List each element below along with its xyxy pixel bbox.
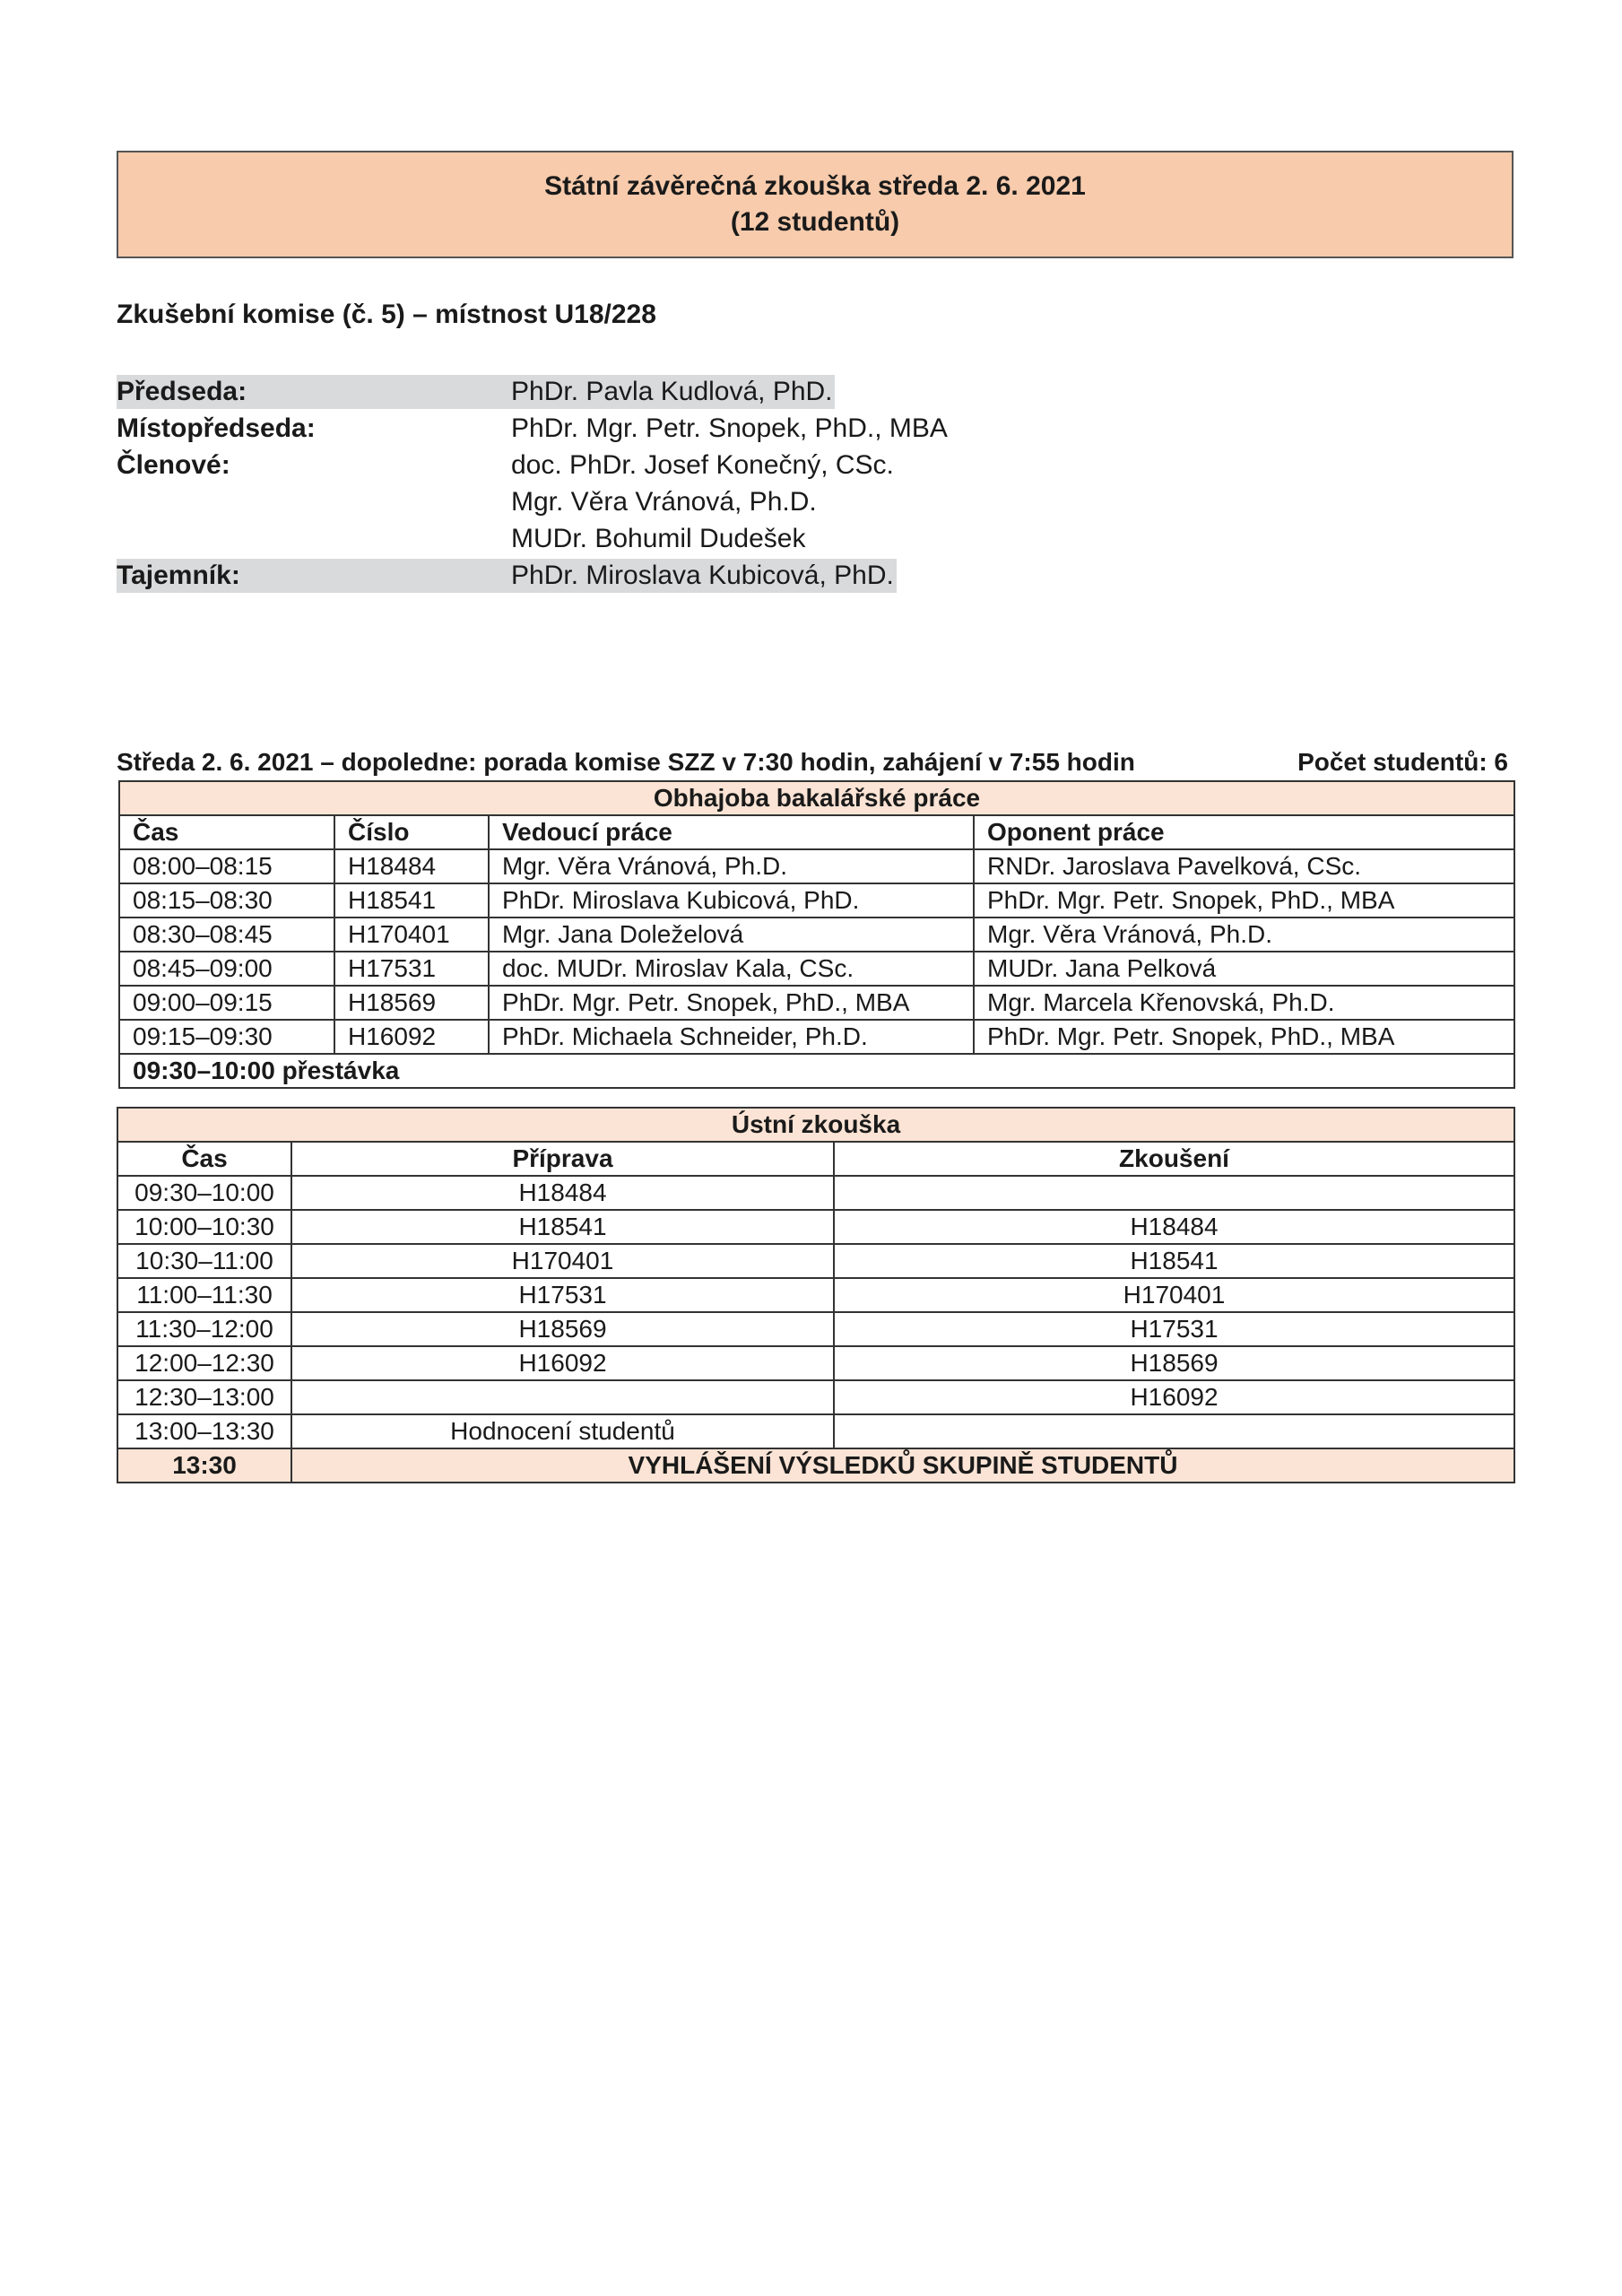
member-role: Místopředseda:: [117, 413, 316, 443]
member-name: MUDr. Bohumil Dudešek: [511, 524, 806, 553]
cell-examination: H18484: [834, 1210, 1514, 1244]
cell-preparation: H18484: [291, 1176, 834, 1210]
oral-column-header-row: [117, 1142, 1514, 1176]
cell-preparation: Hodnocení studentů: [291, 1414, 834, 1448]
table-row: [117, 1346, 1514, 1380]
table-row: [119, 883, 1514, 918]
title-line-1: Státní závěrečná zkouška středa 2. 6. 2021: [544, 171, 1086, 201]
cell-time: 08:00–08:15: [119, 849, 334, 883]
cell-opponent: Mgr. Věra Vránová, Ph.D.: [974, 918, 1514, 952]
table-row: [119, 918, 1514, 952]
title-line-2: (12 studentů): [730, 207, 900, 237]
defense-heading: Obhajoba bakalářské práce: [119, 781, 1514, 815]
session-info: Středa 2. 6. 2021 – dopoledne: porada komise SZZ v 7:30 hodin, zahájení v 7:55 hodin: [117, 748, 1135, 776]
member-name: PhDr. Pavla Kudlová, PhD.: [511, 377, 833, 406]
cell-opponent: PhDr. Mgr. Petr. Snopek, PhD., MBA: [974, 1020, 1514, 1054]
cell-preparation: H18569: [291, 1312, 834, 1346]
table-row: [119, 1020, 1514, 1054]
title-box: [117, 151, 1514, 258]
cell-supervisor: PhDr. Michaela Schneider, Ph.D.: [489, 1020, 974, 1054]
cell-time: 08:15–08:30: [119, 883, 334, 918]
cell-number: H17531: [334, 952, 489, 986]
table-row: [117, 1244, 1514, 1278]
cell-time: 12:30–13:00: [117, 1380, 291, 1414]
cell-examination: H16092: [834, 1380, 1514, 1414]
member-name: Mgr. Věra Vránová, Ph.D.: [511, 487, 817, 517]
table-row: [117, 1278, 1514, 1312]
table-row: [117, 1312, 1514, 1346]
member-name: PhDr. Mgr. Petr. Snopek, PhD., MBA: [511, 413, 948, 443]
cell-examination: H18569: [834, 1346, 1514, 1380]
table-row: [117, 1380, 1514, 1414]
oral-exam-table: [117, 1107, 1515, 1483]
table-row: [119, 986, 1514, 1020]
column-header-supervisor: Vedoucí práce: [489, 815, 974, 849]
table-row: [119, 849, 1514, 883]
result-announcement-row: [117, 1448, 1514, 1483]
column-header-number: Číslo: [334, 815, 489, 849]
table-row: [119, 952, 1514, 986]
member-name: PhDr. Miroslava Kubicová, PhD.: [511, 561, 894, 590]
cell-number: H18484: [334, 849, 489, 883]
column-header-opponent: Oponent práce: [974, 815, 1514, 849]
cell-supervisor: PhDr. Mgr. Petr. Snopek, PhD., MBA: [489, 986, 974, 1020]
oral-heading: Ústní zkouška: [117, 1108, 1514, 1142]
cell-supervisor: doc. MUDr. Miroslav Kala, CSc.: [489, 952, 974, 986]
student-count: Počet studentů: 6: [1297, 748, 1508, 776]
cell-preparation: [291, 1380, 834, 1414]
cell-time: 11:30–12:00: [117, 1312, 291, 1346]
cell-supervisor: Mgr. Jana Doleželová: [489, 918, 974, 952]
cell-time: 11:00–11:30: [117, 1278, 291, 1312]
member-name: doc. PhDr. Josef Konečný, CSc.: [511, 450, 894, 480]
cell-preparation: H18541: [291, 1210, 834, 1244]
cell-examination: [834, 1176, 1514, 1210]
cell-examination: H18541: [834, 1244, 1514, 1278]
cell-examination: [834, 1414, 1514, 1448]
cell-supervisor: Mgr. Věra Vránová, Ph.D.: [489, 849, 974, 883]
oral-heading-row: [117, 1108, 1514, 1142]
table-row: [117, 1414, 1514, 1448]
cell-number: H18541: [334, 883, 489, 918]
table-row: [117, 1210, 1514, 1244]
session-header: [117, 746, 1514, 778]
cell-time: 09:15–09:30: [119, 1020, 334, 1054]
cell-time: 10:30–11:00: [117, 1244, 291, 1278]
cell-preparation: H16092: [291, 1346, 834, 1380]
cell-preparation: H170401: [291, 1244, 834, 1278]
defense-heading-row: [119, 781, 1514, 815]
result-time: 13:30: [117, 1448, 291, 1483]
cell-opponent: PhDr. Mgr. Petr. Snopek, PhD., MBA: [974, 883, 1514, 918]
cell-examination: H170401: [834, 1278, 1514, 1312]
table-row: [117, 1176, 1514, 1210]
cell-preparation: H17531: [291, 1278, 834, 1312]
cell-time: 08:30–08:45: [119, 918, 334, 952]
defense-table: [118, 780, 1515, 1089]
cell-time: 10:00–10:30: [117, 1210, 291, 1244]
member-role: Členové:: [117, 450, 230, 480]
cell-time: 09:30–10:00: [117, 1176, 291, 1210]
cell-opponent: RNDr. Jaroslava Pavelková, CSc.: [974, 849, 1514, 883]
cell-number: H18569: [334, 986, 489, 1020]
cell-time: 13:00–13:30: [117, 1414, 291, 1448]
cell-opponent: MUDr. Jana Pelková: [974, 952, 1514, 986]
cell-time: 12:00–12:30: [117, 1346, 291, 1380]
cell-time: 09:00–09:15: [119, 986, 334, 1020]
break-label: 09:30–10:00 přestávka: [119, 1054, 1514, 1088]
defense-column-header-row: [119, 815, 1514, 849]
cell-number: H170401: [334, 918, 489, 952]
column-header-time: Čas: [117, 1142, 291, 1176]
member-role: Předseda:: [117, 377, 247, 406]
member-role: Tajemník:: [117, 561, 240, 590]
result-announcement: VYHLÁŠENÍ VÝSLEDKŮ SKUPINĚ STUDENTŮ: [291, 1448, 1514, 1483]
cell-time: 08:45–09:00: [119, 952, 334, 986]
commission-heading: Zkušební komise (č. 5) – místnost U18/228: [117, 300, 656, 329]
cell-examination: H17531: [834, 1312, 1514, 1346]
column-header-examination: Zkoušení: [834, 1142, 1514, 1176]
column-header-time: Čas: [119, 815, 334, 849]
cell-supervisor: PhDr. Miroslava Kubicová, PhD.: [489, 883, 974, 918]
cell-opponent: Mgr. Marcela Křenovská, Ph.D.: [974, 986, 1514, 1020]
cell-number: H16092: [334, 1020, 489, 1054]
column-header-preparation: Příprava: [291, 1142, 834, 1176]
break-row: [119, 1054, 1514, 1088]
